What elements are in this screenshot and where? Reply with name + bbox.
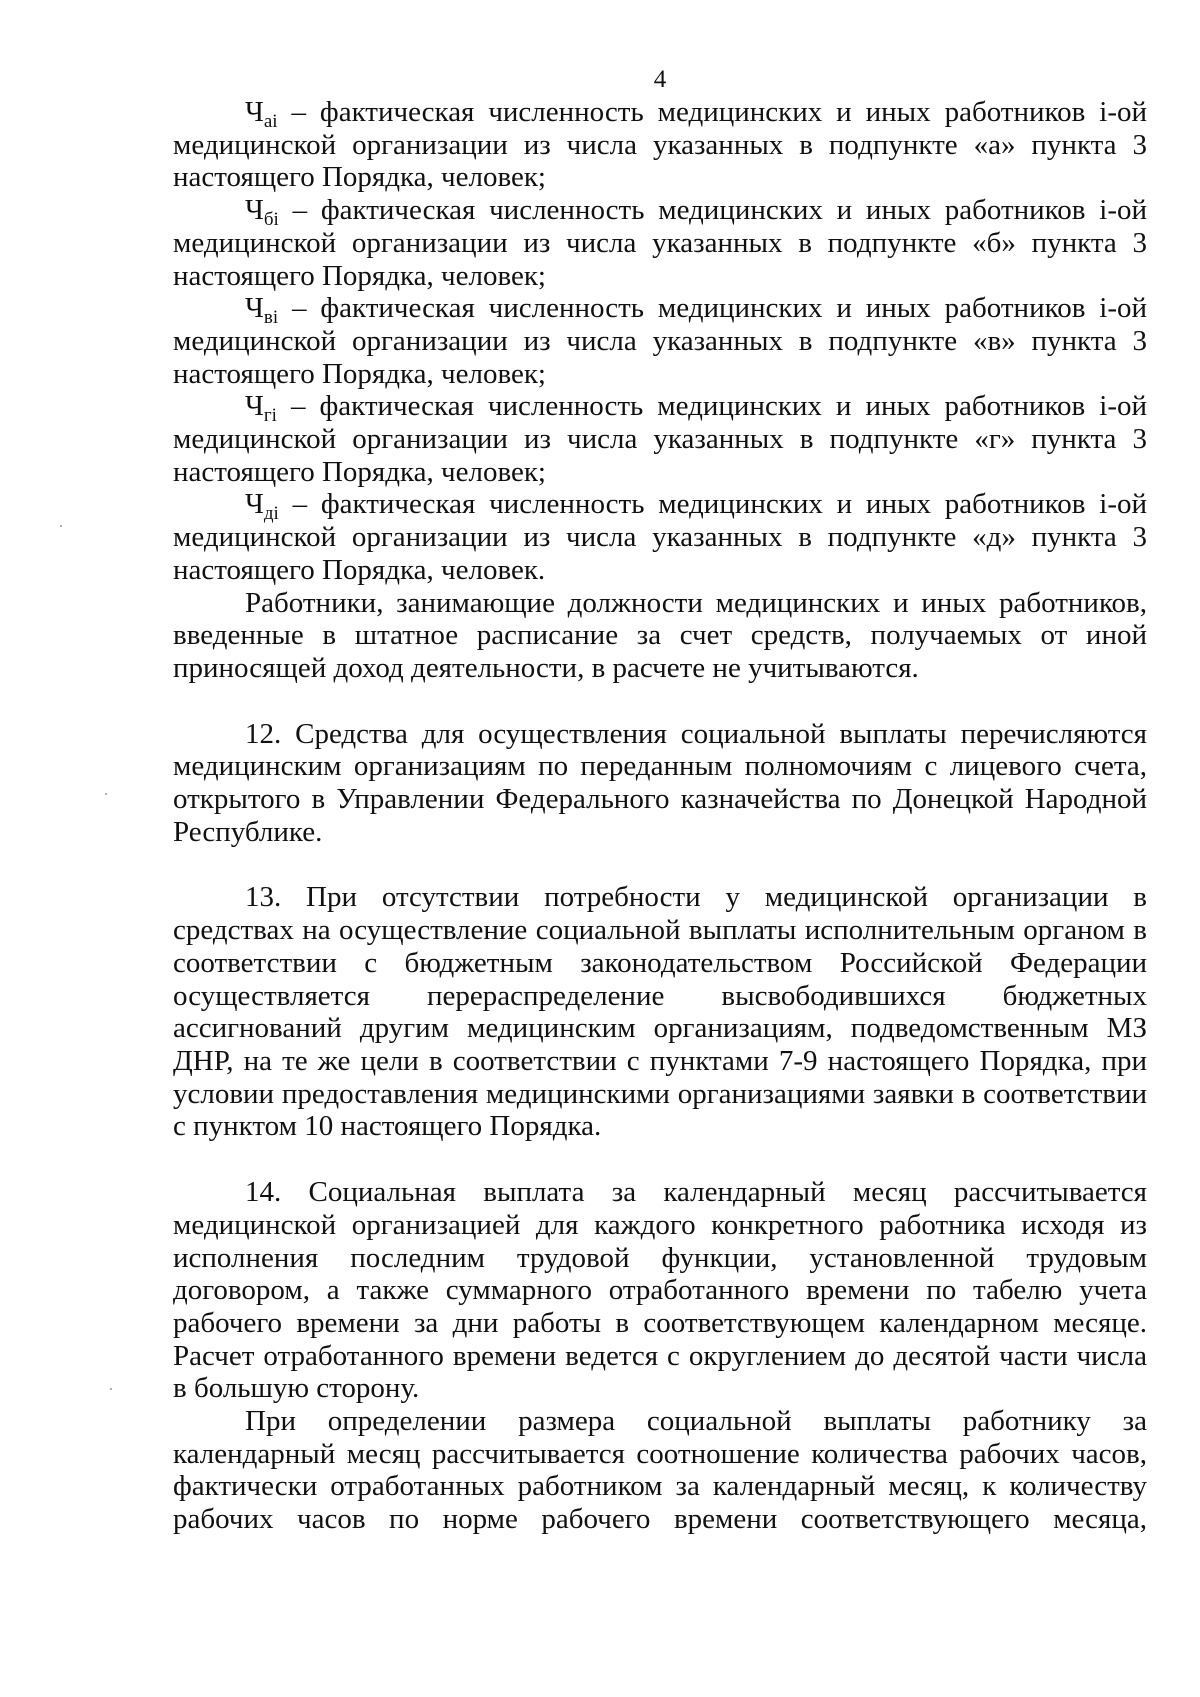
definition-subscript: бi xyxy=(263,209,279,231)
scan-speck xyxy=(105,793,107,795)
page-number: 4 xyxy=(653,66,667,93)
paragraph-12: 12. Средства для осуществления социальной выплаты перечисляются медицинским организациям по переданным полномочиям с лицевого счета, открытого в Управлении Федерального казначейства по Донецкой Народной Республике. xyxy=(173,717,1147,848)
paragraph-gap xyxy=(173,1143,1147,1176)
paragraph-gap xyxy=(173,848,1147,881)
paragraph-13: 13. При отсутствии потребности у медицинской организации в средствах на осуществление социальной выплаты исполнительным органом в соответствии с бюджетным законодательством Российской Федерации осуществляется перераспределение высвободившихся бюджетных ассигнований другим медицинским организациям, подведомственным МЗ ДНР, на те же цели в соответствии с пунктами 7-9 настоящего Порядка, при условии предоставления медицинскими организациями заявки в соответствии с пунктом 10 настоящего Порядка. xyxy=(173,881,1147,1143)
definition-text: – фактическая численность медицинских и иных работников i-ой медицинской организации из числа указанных в подпункте «в» пункта 3 настоящего Порядка, человек; xyxy=(173,292,1147,390)
scan-speck xyxy=(110,1388,112,1390)
definition-a xyxy=(173,96,1147,194)
definition-symbol: Ч xyxy=(245,194,264,227)
definition-subscript: аi xyxy=(263,111,278,132)
document-page xyxy=(173,64,1147,1536)
definition-v xyxy=(173,292,1147,390)
definition-symbol: Ч xyxy=(245,96,264,128)
definition-subscript: гi xyxy=(263,405,277,427)
definition-symbol: Ч xyxy=(245,488,264,521)
definition-subscript: дi xyxy=(263,503,279,525)
definition-symbol: Ч xyxy=(245,292,264,325)
definition-text: – фактическая численность медицинских и иных работников i-ой медицинской организации из числа указанных в подпункте «г» пункта 3 настоящего Порядка, человек; xyxy=(173,390,1147,488)
definition-g xyxy=(173,390,1147,488)
definition-b xyxy=(173,194,1147,292)
definition-subscript: вi xyxy=(263,307,279,329)
definition-text: – фактическая численность медицинских и иных работников i-ой медицинской организации из числа указанных в подпункте «б» пункта 3 настоящего Порядка, человек; xyxy=(173,194,1147,292)
paragraph-14-continuation: При определении размера социальной выплаты работнику за календарный месяц рассчитывается соотношение количества рабочих часов, фактически отработанных работником за календарный месяц, к количеству рабочих часов по норме рабочего времени соответствующего месяца, xyxy=(173,1405,1147,1536)
definition-d xyxy=(173,488,1147,586)
paragraph-gap xyxy=(173,685,1147,718)
scan-speck xyxy=(60,525,62,527)
definition-text: – фактическая численность медицинских и иных работников i-ой медицинской организации из числа указанных в подпункте «д» пункта 3 настоящего Порядка, человек. xyxy=(173,488,1147,586)
definition-symbol: Ч xyxy=(245,390,264,423)
paragraph-14: 14. Социальная выплата за календарный месяц рассчитывается медицинской организацией для каждого конкретного работника исходя из исполнения последним трудовой функции, установленной трудовым договором, а также суммарного отработанного времени по табелю учета рабочего времени за дни работы в соответствующем календарном месяце. Расчет отработанного времени ведется с округлением до десятой части числа в большую сторону. xyxy=(173,1176,1147,1405)
definition-text: – фактическая численность медицинских и иных работников i-ой медицинской организации из числа указанных в подпункте «а» пункта 3 настоящего Порядка, человек; xyxy=(173,96,1147,194)
workers-note-paragraph: Работники, занимающие должности медицинских и иных работников, введенные в штатное расписание за счет средств, получаемых от иной приносящей доход деятельности, в расчете не учитываются. xyxy=(173,586,1147,684)
